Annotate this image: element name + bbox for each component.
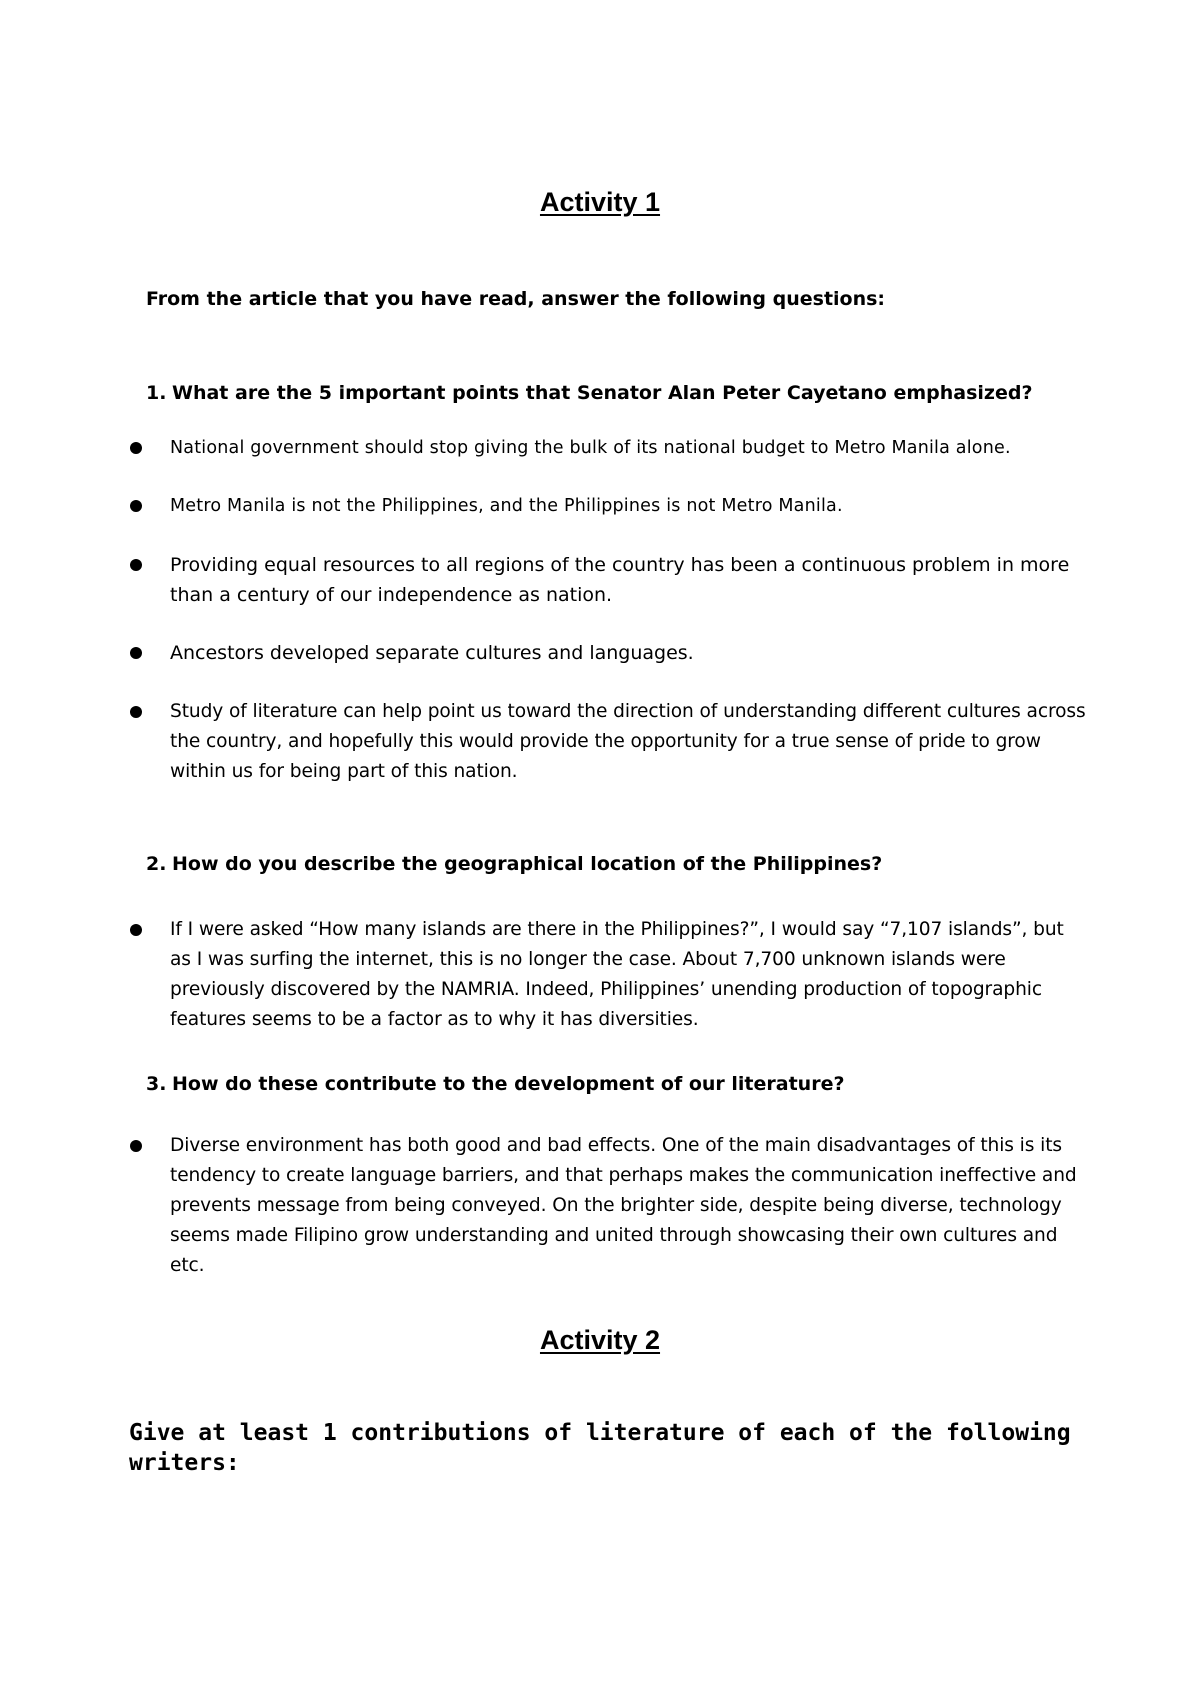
activity-1-title: Activity 1 — [539, 187, 661, 217]
bullet-icon — [130, 647, 142, 659]
question-1 — [146, 379, 1146, 407]
question-2 — [146, 850, 1146, 878]
question-1-text: What are the 5 important points that Senator Alan Peter Cayetano emphasized? — [172, 382, 1033, 404]
answer-2-1 — [130, 915, 1090, 1035]
question-1-number: 1. — [146, 382, 167, 404]
bullet-icon — [130, 500, 142, 512]
answer-text: Providing equal resources to all regions of the country has been a continuous problem in more than a century of our independence as nation. — [170, 554, 1070, 606]
bullet-icon — [130, 706, 142, 718]
answer-1-4 — [130, 638, 1090, 668]
answer-3-1 — [130, 1131, 1090, 1281]
answer-1-1 — [130, 433, 1090, 463]
question-2-text: How do you describe the geographical location of the Philippines? — [172, 853, 883, 875]
activity-2-instructions: Give at least 1 contributions of literature of each of the following writers: — [129, 1420, 1071, 1476]
answer-text: Metro Manila is not the Philippines, and the Philippines is not Metro Manila. — [170, 496, 843, 516]
answer-text: Study of literature can help point us toward the direction of understanding different cultures across the country, and hopefully this would provide the opportunity for a true sense of pride to grow within us for being part of this nation. — [170, 701, 1086, 782]
activity-2-title: Activity 2 — [539, 1325, 661, 1355]
bullet-icon — [130, 924, 142, 936]
answer-text: If I were asked “How many islands are there in the Philippines?”, I would say “7,107 islands”, but as I was surfing the internet, this is no longer the case. About 7,700 unknown islands were previously discovered by the NAMRIA. Indeed, Philippines’ unending production of topographic features seems to be a factor as to why it has diversities. — [170, 919, 1064, 1030]
answer-text: Ancestors developed separate cultures and languages. — [170, 642, 694, 664]
bullet-icon — [130, 559, 142, 571]
answer-1-2 — [130, 491, 1090, 521]
bullet-icon — [130, 442, 142, 454]
answer-text: Diverse environment has both good and bad effects. One of the main disadvantages of this is its tendency to create language barriers, and that perhaps makes the communication ineffective and prevents message from being conveyed. On the brighter side, despite being diverse, technology seems made Filipino grow understanding and united through showcasing their own cultures and etc. — [170, 1135, 1077, 1276]
answer-1-5 — [130, 697, 1090, 787]
question-3-number: 3. — [146, 1073, 167, 1095]
answer-1-3 — [130, 550, 1090, 610]
activity-1-instructions: From the article that you have read, answer the following questions: — [146, 288, 886, 310]
question-3 — [146, 1070, 1146, 1098]
answer-text: National government should stop giving the bulk of its national budget to Metro Manila alone. — [170, 438, 1011, 458]
bullet-icon — [130, 1140, 142, 1152]
question-2-number: 2. — [146, 853, 167, 875]
question-3-text: How do these contribute to the development of our literature? — [172, 1073, 845, 1095]
